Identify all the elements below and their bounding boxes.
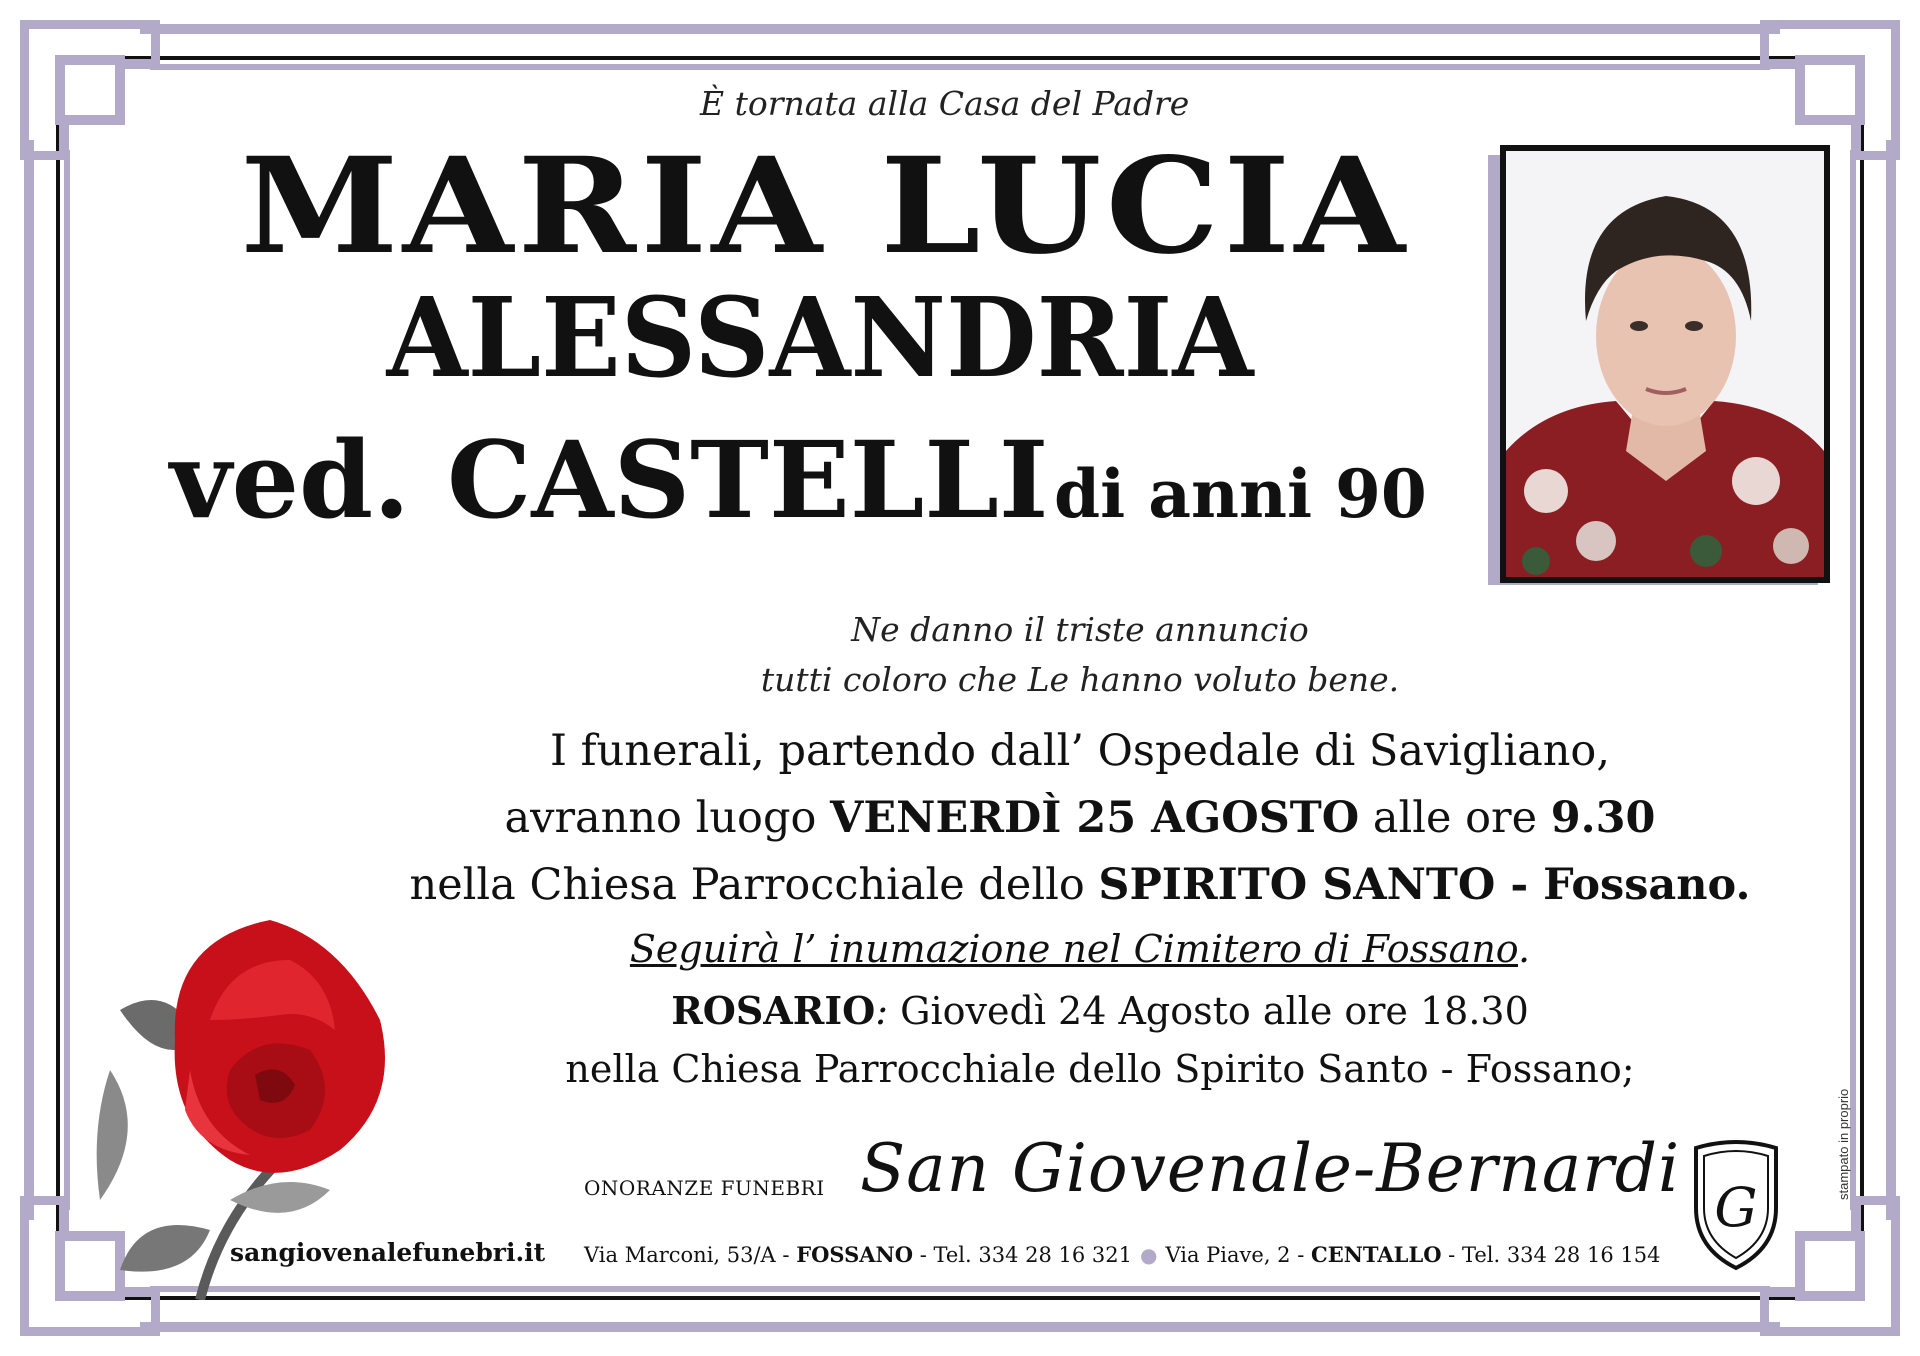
burial-text: Seguirà l’ inumazione nel Cimitero di Fossano [629, 927, 1519, 971]
corner-ornament-top-right [1760, 20, 1900, 160]
rosary-label: ROSARIO [671, 988, 876, 1033]
funeral-line-3 [340, 852, 1820, 919]
funeral-details [340, 718, 1820, 979]
age-text: di anni 90 [1054, 455, 1427, 533]
frame-right-outer [1886, 140, 1896, 1220]
address-2-tel: - Tel. 334 28 16 154 [1441, 1243, 1661, 1267]
announcement-line-2: tutti coloro che Le hanno voluto bene. [760, 660, 1400, 699]
deceased-surname: ALESSANDRIA [386, 273, 1254, 402]
website-link[interactable]: sangiovenalefunebri.it [230, 1238, 546, 1267]
funeral-line-2-mid: alle ore [1359, 793, 1551, 843]
deceased-first-names: MARIA LUCIA [240, 129, 1410, 284]
funeral-church: SPIRITO SANTO - Fossano. [1098, 860, 1751, 910]
address-1-city: FOSSANO [796, 1242, 914, 1267]
funeral-line-2 [340, 785, 1820, 852]
printed-in-house-note: stampato in proprio [1836, 1088, 1851, 1200]
firm-name: San Giovenale-Bernardi [860, 1130, 1681, 1207]
announcement [700, 605, 1460, 705]
portrait-illustration [1506, 151, 1824, 577]
married-surname: ved. CASTELLI [170, 417, 1049, 542]
burial-line [340, 919, 1820, 979]
firm-shield-icon [1688, 1138, 1784, 1272]
frame-top-outer [140, 24, 1780, 34]
frame-right-inner [1850, 150, 1856, 1210]
frame-black-top [56, 56, 1864, 60]
rosary-colon: : [875, 989, 889, 1033]
frame-bottom-outer [140, 1322, 1780, 1332]
frame-left-outer [24, 140, 34, 1220]
funeral-line-3-prefix: nella Chiesa Parrocchiale dello [409, 860, 1099, 910]
portrait-photo [1500, 145, 1830, 583]
deceased-married-name-line [170, 417, 1470, 542]
announcement-line-1: Ne danno il triste annuncio [851, 610, 1309, 649]
frame-black-left [56, 56, 60, 1300]
address-1-street: Via Marconi, 53/A - [584, 1243, 797, 1267]
frame-top-inner [150, 64, 1770, 70]
rosary-line-1 [500, 982, 1700, 1040]
funeral-time: 9.30 [1550, 793, 1656, 843]
address-2-city: CENTALLO [1310, 1242, 1442, 1267]
frame-black-right [1860, 56, 1864, 1300]
onoranze-label: ONORANZE FUNEBRI [584, 1176, 825, 1200]
intro-text: È tornata alla Casa del Padre [700, 84, 1190, 123]
firm-addresses [584, 1242, 1660, 1267]
address-1-tel: - Tel. 334 28 16 321 [913, 1243, 1132, 1267]
separator-dot-icon: ● [1140, 1243, 1158, 1267]
rosary-datetime: Giovedì 24 Agosto alle ore 18.30 [888, 989, 1529, 1033]
rosary-line-2: nella Chiesa Parrocchiale dello Spirito Santo - Fossano; [565, 1047, 1635, 1091]
rosary-details [500, 982, 1700, 1098]
funeral-line-2-prefix: avranno luogo [504, 793, 831, 843]
address-2-street: Via Piave, 2 - [1165, 1243, 1311, 1267]
firm-logo-letter: G [1714, 1176, 1758, 1239]
burial-period: . [1518, 927, 1531, 971]
funeral-date: VENERDÌ 25 AGOSTO [830, 793, 1360, 843]
funeral-line-1: I funerali, partendo dall’ Ospedale di Savigliano, [550, 726, 1610, 776]
frame-left-inner [64, 150, 70, 1210]
